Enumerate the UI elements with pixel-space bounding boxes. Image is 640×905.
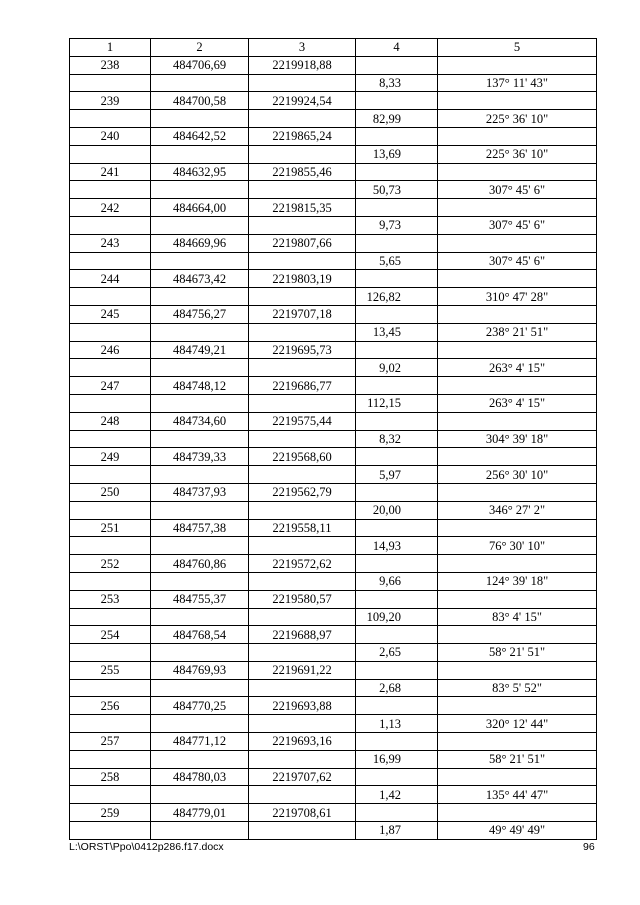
cell-x-coordinate [151,288,249,306]
cell-y-coordinate: 2219688,97 [249,626,356,644]
cell-bearing: 58° 21' 51" [438,750,597,768]
cell-distance: 5,65 [356,252,438,270]
cell-point-number: 242 [70,199,151,217]
cell-distance [356,199,438,217]
table-row [70,483,597,501]
cell-x-coordinate: 484739,33 [151,448,249,466]
cell-bearing: 49° 49' 49" [438,822,597,840]
cell-x-coordinate: 484664,00 [151,199,249,217]
cell-y-coordinate: 2219707,62 [249,768,356,786]
cell-x-coordinate [151,394,249,412]
cell-point-number: 257 [70,733,151,751]
cell-y-coordinate [249,252,356,270]
footer-page-number: 96 [583,841,595,853]
cell-point-number [70,430,151,448]
cell-y-coordinate [249,822,356,840]
cell-distance: 13,45 [356,323,438,341]
cell-point-number [70,715,151,733]
cell-bearing [438,412,597,430]
cell-distance: 109,20 [356,608,438,626]
cell-bearing [438,377,597,395]
table-row [70,92,597,110]
cell-y-coordinate [249,359,356,377]
cell-x-coordinate: 484757,38 [151,519,249,537]
cell-distance [356,234,438,252]
cell-y-coordinate: 2219572,62 [249,555,356,573]
cell-bearing: 307° 45' 6" [438,216,597,234]
cell-bearing [438,448,597,466]
cell-bearing [438,199,597,217]
cell-x-coordinate [151,608,249,626]
cell-bearing: 58° 21' 51" [438,644,597,662]
cell-bearing: 263° 4' 15" [438,359,597,377]
cell-y-coordinate [249,608,356,626]
cell-distance [356,555,438,573]
table-row [70,750,597,768]
cell-y-coordinate: 2219693,16 [249,733,356,751]
cell-x-coordinate: 484760,86 [151,555,249,573]
cell-point-number [70,288,151,306]
cell-x-coordinate: 484737,93 [151,483,249,501]
cell-y-coordinate: 2219918,88 [249,56,356,74]
cell-distance: 2,68 [356,679,438,697]
cell-bearing [438,590,597,608]
cell-x-coordinate: 484756,27 [151,305,249,323]
cell-point-number: 238 [70,56,151,74]
cell-y-coordinate: 2219686,77 [249,377,356,395]
cell-point-number: 247 [70,377,151,395]
cell-distance [356,626,438,644]
cell-y-coordinate: 2219558,11 [249,519,356,537]
table-row [70,501,597,519]
cell-bearing [438,555,597,573]
cell-distance [356,733,438,751]
header-col-5: 5 [438,39,597,57]
cell-x-coordinate [151,252,249,270]
cell-y-coordinate [249,288,356,306]
cell-y-coordinate: 2219865,24 [249,127,356,145]
cell-x-coordinate: 484748,12 [151,377,249,395]
cell-distance: 14,93 [356,537,438,555]
cell-x-coordinate: 484673,42 [151,270,249,288]
table-row [70,466,597,484]
cell-y-coordinate [249,145,356,163]
table-row [70,555,597,573]
cell-point-number: 256 [70,697,151,715]
cell-bearing: 135° 44' 47" [438,786,597,804]
table-row [70,733,597,751]
table-row [70,145,597,163]
cell-y-coordinate [249,466,356,484]
table-row [70,768,597,786]
cell-point-number [70,252,151,270]
cell-distance: 9,73 [356,216,438,234]
cell-point-number [70,537,151,555]
cell-bearing [438,163,597,181]
cell-x-coordinate [151,74,249,92]
coordinates-table [69,38,597,840]
cell-bearing [438,697,597,715]
cell-distance [356,519,438,537]
cell-x-coordinate [151,145,249,163]
table-header-row [70,39,597,57]
cell-x-coordinate: 484770,25 [151,697,249,715]
table-row [70,822,597,840]
cell-point-number: 243 [70,234,151,252]
table-row [70,679,597,697]
header-col-2: 2 [151,39,249,57]
cell-x-coordinate: 484768,54 [151,626,249,644]
table-body [70,56,597,839]
cell-x-coordinate: 484769,93 [151,661,249,679]
cell-x-coordinate [151,822,249,840]
cell-distance [356,56,438,74]
table-row [70,252,597,270]
cell-x-coordinate: 484706,69 [151,56,249,74]
table-row [70,519,597,537]
cell-x-coordinate [151,679,249,697]
cell-y-coordinate [249,74,356,92]
table-row [70,359,597,377]
cell-y-coordinate [249,323,356,341]
table-row [70,661,597,679]
cell-y-coordinate: 2219707,18 [249,305,356,323]
cell-bearing [438,127,597,145]
table-row [70,715,597,733]
cell-bearing: 307° 45' 6" [438,252,597,270]
cell-x-coordinate [151,786,249,804]
table-row [70,626,597,644]
cell-point-number: 246 [70,341,151,359]
table-row [70,572,597,590]
table-row [70,234,597,252]
cell-x-coordinate: 484780,03 [151,768,249,786]
cell-point-number: 241 [70,163,151,181]
cell-bearing [438,483,597,501]
cell-bearing: 346° 27' 2" [438,501,597,519]
cell-bearing [438,56,597,74]
cell-bearing [438,768,597,786]
cell-bearing [438,519,597,537]
cell-x-coordinate [151,110,249,128]
cell-distance: 20,00 [356,501,438,519]
cell-x-coordinate: 484771,12 [151,733,249,751]
table-row [70,181,597,199]
cell-distance [356,127,438,145]
cell-point-number [70,501,151,519]
cell-point-number [70,74,151,92]
cell-bearing [438,804,597,822]
cell-y-coordinate: 2219855,46 [249,163,356,181]
table-row [70,110,597,128]
cell-bearing: 83° 4' 15" [438,608,597,626]
cell-distance: 1,13 [356,715,438,733]
table-row [70,644,597,662]
cell-point-number: 244 [70,270,151,288]
table-row [70,412,597,430]
cell-distance: 82,99 [356,110,438,128]
cell-point-number [70,394,151,412]
cell-distance: 8,33 [356,74,438,92]
cell-bearing: 76° 30' 10" [438,537,597,555]
cell-bearing: 83° 5' 52" [438,679,597,697]
cell-point-number [70,359,151,377]
cell-y-coordinate: 2219580,57 [249,590,356,608]
header-col-4: 4 [356,39,438,57]
cell-point-number: 251 [70,519,151,537]
table-row [70,786,597,804]
cell-point-number [70,644,151,662]
header-col-1: 1 [70,39,151,57]
cell-y-coordinate [249,181,356,199]
cell-point-number [70,786,151,804]
cell-bearing: 263° 4' 15" [438,394,597,412]
table-row [70,590,597,608]
cell-y-coordinate: 2219693,88 [249,697,356,715]
cell-bearing: 304° 39' 18" [438,430,597,448]
cell-bearing [438,626,597,644]
cell-x-coordinate: 484700,58 [151,92,249,110]
cell-distance: 126,82 [356,288,438,306]
cell-distance [356,661,438,679]
cell-x-coordinate [151,501,249,519]
cell-y-coordinate [249,394,356,412]
cell-point-number: 254 [70,626,151,644]
cell-y-coordinate [249,572,356,590]
cell-y-coordinate: 2219924,54 [249,92,356,110]
cell-x-coordinate [151,323,249,341]
table-row [70,323,597,341]
cell-x-coordinate [151,430,249,448]
cell-bearing [438,733,597,751]
cell-point-number: 253 [70,590,151,608]
cell-x-coordinate [151,466,249,484]
cell-point-number [70,679,151,697]
cell-y-coordinate [249,110,356,128]
cell-point-number: 255 [70,661,151,679]
cell-distance: 1,42 [356,786,438,804]
cell-point-number [70,466,151,484]
cell-point-number [70,608,151,626]
cell-point-number [70,750,151,768]
cell-distance [356,590,438,608]
cell-point-number [70,822,151,840]
cell-bearing: 225° 36' 10" [438,110,597,128]
cell-distance: 5,97 [356,466,438,484]
cell-point-number: 258 [70,768,151,786]
cell-bearing: 225° 36' 10" [438,145,597,163]
table-row [70,74,597,92]
cell-point-number [70,110,151,128]
table-row [70,537,597,555]
table-row [70,216,597,234]
cell-y-coordinate [249,501,356,519]
cell-bearing: 320° 12' 44" [438,715,597,733]
cell-distance [356,305,438,323]
cell-x-coordinate: 484734,60 [151,412,249,430]
table-row [70,163,597,181]
cell-y-coordinate [249,537,356,555]
cell-y-coordinate [249,679,356,697]
table-row [70,127,597,145]
cell-x-coordinate [151,216,249,234]
cell-x-coordinate: 484642,52 [151,127,249,145]
cell-x-coordinate [151,181,249,199]
cell-distance [356,377,438,395]
cell-distance: 9,02 [356,359,438,377]
cell-bearing [438,270,597,288]
cell-x-coordinate [151,644,249,662]
table-row [70,270,597,288]
table-row [70,697,597,715]
cell-point-number [70,216,151,234]
cell-x-coordinate: 484632,95 [151,163,249,181]
cell-y-coordinate: 2219575,44 [249,412,356,430]
table-row [70,608,597,626]
cell-x-coordinate: 484669,96 [151,234,249,252]
cell-y-coordinate: 2219562,79 [249,483,356,501]
cell-x-coordinate [151,572,249,590]
cell-bearing [438,305,597,323]
cell-distance [356,163,438,181]
cell-y-coordinate: 2219708,61 [249,804,356,822]
table-row [70,56,597,74]
cell-distance [356,697,438,715]
cell-distance [356,804,438,822]
table-row [70,394,597,412]
cell-x-coordinate: 484755,37 [151,590,249,608]
cell-distance [356,270,438,288]
cell-y-coordinate: 2219691,22 [249,661,356,679]
cell-point-number: 248 [70,412,151,430]
cell-y-coordinate [249,216,356,234]
cell-point-number: 259 [70,804,151,822]
table-row [70,804,597,822]
cell-distance [356,448,438,466]
cell-y-coordinate: 2219695,73 [249,341,356,359]
cell-bearing: 307° 45' 6" [438,181,597,199]
header-col-3: 3 [249,39,356,57]
cell-point-number: 240 [70,127,151,145]
cell-distance: 112,15 [356,394,438,412]
cell-y-coordinate: 2219568,60 [249,448,356,466]
table-row [70,377,597,395]
cell-y-coordinate [249,644,356,662]
table-row [70,305,597,323]
cell-x-coordinate [151,537,249,555]
cell-point-number: 239 [70,92,151,110]
cell-bearing: 124° 39' 18" [438,572,597,590]
cell-bearing [438,234,597,252]
cell-distance [356,483,438,501]
cell-y-coordinate: 2219815,35 [249,199,356,217]
cell-x-coordinate: 484749,21 [151,341,249,359]
cell-x-coordinate [151,750,249,768]
cell-x-coordinate [151,715,249,733]
table-row [70,430,597,448]
table-row [70,288,597,306]
cell-y-coordinate: 2219807,66 [249,234,356,252]
cell-bearing: 256° 30' 10" [438,466,597,484]
cell-distance: 8,32 [356,430,438,448]
cell-y-coordinate [249,430,356,448]
table-row [70,341,597,359]
cell-y-coordinate [249,786,356,804]
cell-distance [356,92,438,110]
cell-point-number [70,572,151,590]
cell-y-coordinate: 2219803,19 [249,270,356,288]
cell-distance: 50,73 [356,181,438,199]
cell-bearing: 238° 21' 51" [438,323,597,341]
cell-bearing [438,661,597,679]
cell-point-number [70,145,151,163]
footer-file-path: L:\ORST\Ppo\0412p286.f17.docx [69,841,224,853]
cell-distance: 13,69 [356,145,438,163]
cell-distance [356,341,438,359]
cell-bearing: 137° 11' 43" [438,74,597,92]
cell-distance: 9,66 [356,572,438,590]
cell-bearing [438,341,597,359]
cell-point-number: 245 [70,305,151,323]
cell-x-coordinate [151,359,249,377]
cell-point-number: 249 [70,448,151,466]
cell-y-coordinate [249,715,356,733]
cell-distance: 2,65 [356,644,438,662]
cell-point-number [70,323,151,341]
cell-distance: 16,99 [356,750,438,768]
cell-bearing: 310° 47' 28" [438,288,597,306]
cell-y-coordinate [249,750,356,768]
cell-distance: 1,87 [356,822,438,840]
cell-distance [356,768,438,786]
cell-x-coordinate: 484779,01 [151,804,249,822]
table-row [70,199,597,217]
table-row [70,448,597,466]
cell-distance [356,412,438,430]
cell-bearing [438,92,597,110]
cell-point-number: 250 [70,483,151,501]
cell-point-number: 252 [70,555,151,573]
cell-point-number [70,181,151,199]
